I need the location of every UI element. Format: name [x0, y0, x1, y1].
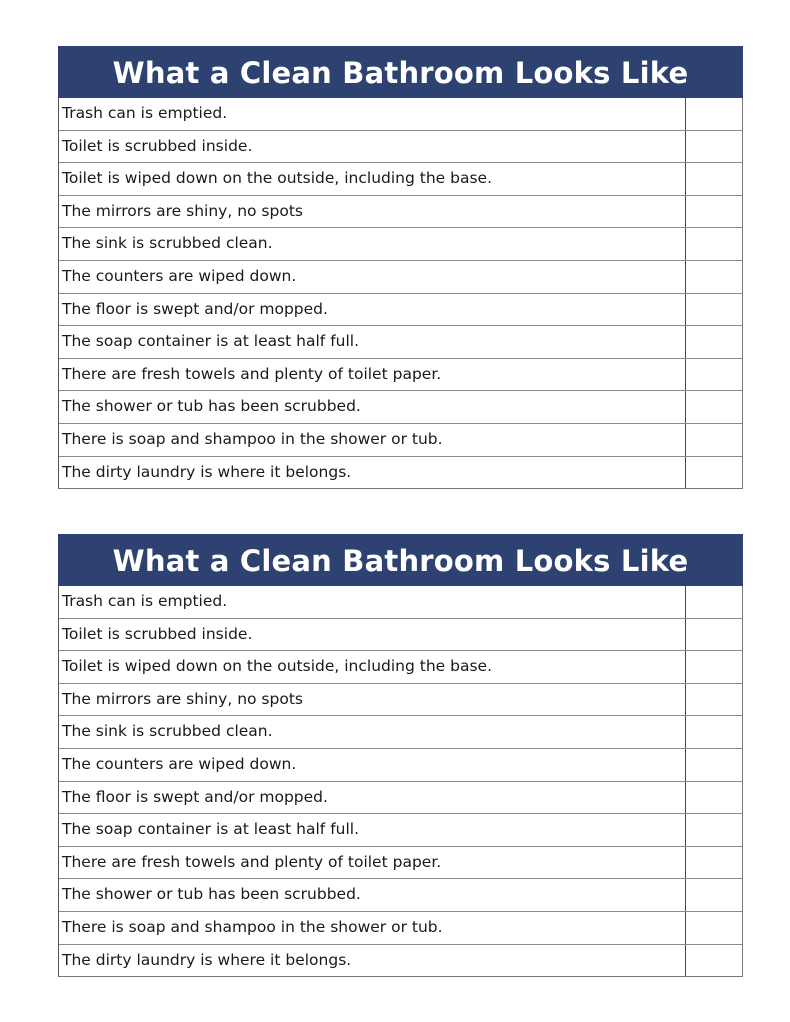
checklist-row [59, 619, 742, 652]
checkbox-cell[interactable] [685, 912, 742, 944]
checklist-row [59, 359, 742, 392]
checklist-row [59, 684, 742, 717]
checklist-row [59, 716, 742, 749]
checklist-row [59, 749, 742, 782]
checklist-row [59, 814, 742, 847]
task-label: There are fresh towels and plenty of toilet paper. [62, 364, 442, 383]
task-label: The floor is swept and/or mopped. [62, 299, 328, 318]
checkbox-cell[interactable] [685, 359, 742, 391]
checkbox-cell[interactable] [685, 782, 742, 814]
checklist-row [59, 782, 742, 815]
task-label: Toilet is wiped down on the outside, including the base. [62, 169, 493, 188]
task-label: The sink is scrubbed clean. [62, 722, 273, 741]
task-label: Toilet is scrubbed inside. [62, 624, 253, 643]
checkbox-cell[interactable] [685, 261, 742, 293]
checklist-top [58, 46, 743, 489]
task-label: The mirrors are shiny, no spots [62, 201, 303, 220]
checklist-row [59, 261, 742, 294]
checklist-row [59, 879, 742, 912]
checkbox-cell[interactable] [685, 814, 742, 846]
task-label: The shower or tub has been scrubbed. [62, 885, 361, 904]
task-label: Toilet is scrubbed inside. [62, 136, 253, 155]
checkbox-cell[interactable] [685, 749, 742, 781]
task-label: There are fresh towels and plenty of toilet paper. [62, 852, 442, 871]
checkbox-cell[interactable] [685, 98, 742, 130]
checkbox-cell[interactable] [685, 879, 742, 911]
checklist-title: What a Clean Bathroom Looks Like [58, 46, 743, 98]
checkbox-cell[interactable] [685, 651, 742, 683]
checklist-row [59, 391, 742, 424]
checklist-row [59, 912, 742, 945]
task-label: The soap container is at least half full. [62, 332, 360, 351]
checklist-row [59, 326, 742, 359]
checkbox-cell[interactable] [685, 424, 742, 456]
checklist-rows [58, 98, 743, 489]
task-label: The shower or tub has been scrubbed. [62, 397, 361, 416]
checkbox-cell[interactable] [685, 163, 742, 195]
checkbox-cell[interactable] [685, 847, 742, 879]
checkbox-cell[interactable] [685, 196, 742, 228]
checklist-row [59, 586, 742, 619]
checklist-row [59, 945, 742, 978]
task-label: The dirty laundry is where it belongs. [62, 950, 352, 969]
checklist-title: What a Clean Bathroom Looks Like [58, 534, 743, 586]
checkbox-cell[interactable] [685, 586, 742, 618]
checklist-row [59, 457, 742, 490]
checklist-row [59, 228, 742, 261]
checkbox-cell[interactable] [685, 716, 742, 748]
task-label: There is soap and shampoo in the shower or tub. [62, 429, 443, 448]
task-label: Toilet is wiped down on the outside, including the base. [62, 657, 493, 676]
checklist-row [59, 196, 742, 229]
task-label: The dirty laundry is where it belongs. [62, 462, 352, 481]
checkbox-cell[interactable] [685, 294, 742, 326]
task-label: There is soap and shampoo in the shower or tub. [62, 917, 443, 936]
checkbox-cell[interactable] [685, 945, 742, 977]
checkbox-cell[interactable] [685, 326, 742, 358]
checkbox-cell[interactable] [685, 228, 742, 260]
checkbox-cell[interactable] [685, 619, 742, 651]
checklist-rows [58, 586, 743, 977]
task-label: The floor is swept and/or mopped. [62, 787, 328, 806]
checklist-row [59, 847, 742, 880]
checklist-row [59, 424, 742, 457]
checkbox-cell[interactable] [685, 131, 742, 163]
checkbox-cell[interactable] [685, 391, 742, 423]
task-label: The sink is scrubbed clean. [62, 234, 273, 253]
checkbox-cell[interactable] [685, 684, 742, 716]
task-label: The soap container is at least half full. [62, 820, 360, 839]
checklist-bottom [58, 534, 743, 977]
checkbox-cell[interactable] [685, 457, 742, 489]
task-label: The counters are wiped down. [62, 754, 297, 773]
checklist-row [59, 163, 742, 196]
checklist-row [59, 294, 742, 327]
task-label: The mirrors are shiny, no spots [62, 689, 303, 708]
checklist-row [59, 98, 742, 131]
checklist-row [59, 651, 742, 684]
task-label: Trash can is emptied. [62, 104, 228, 122]
task-label: Trash can is emptied. [62, 592, 228, 610]
task-label: The counters are wiped down. [62, 266, 297, 285]
checklist-row [59, 131, 742, 164]
